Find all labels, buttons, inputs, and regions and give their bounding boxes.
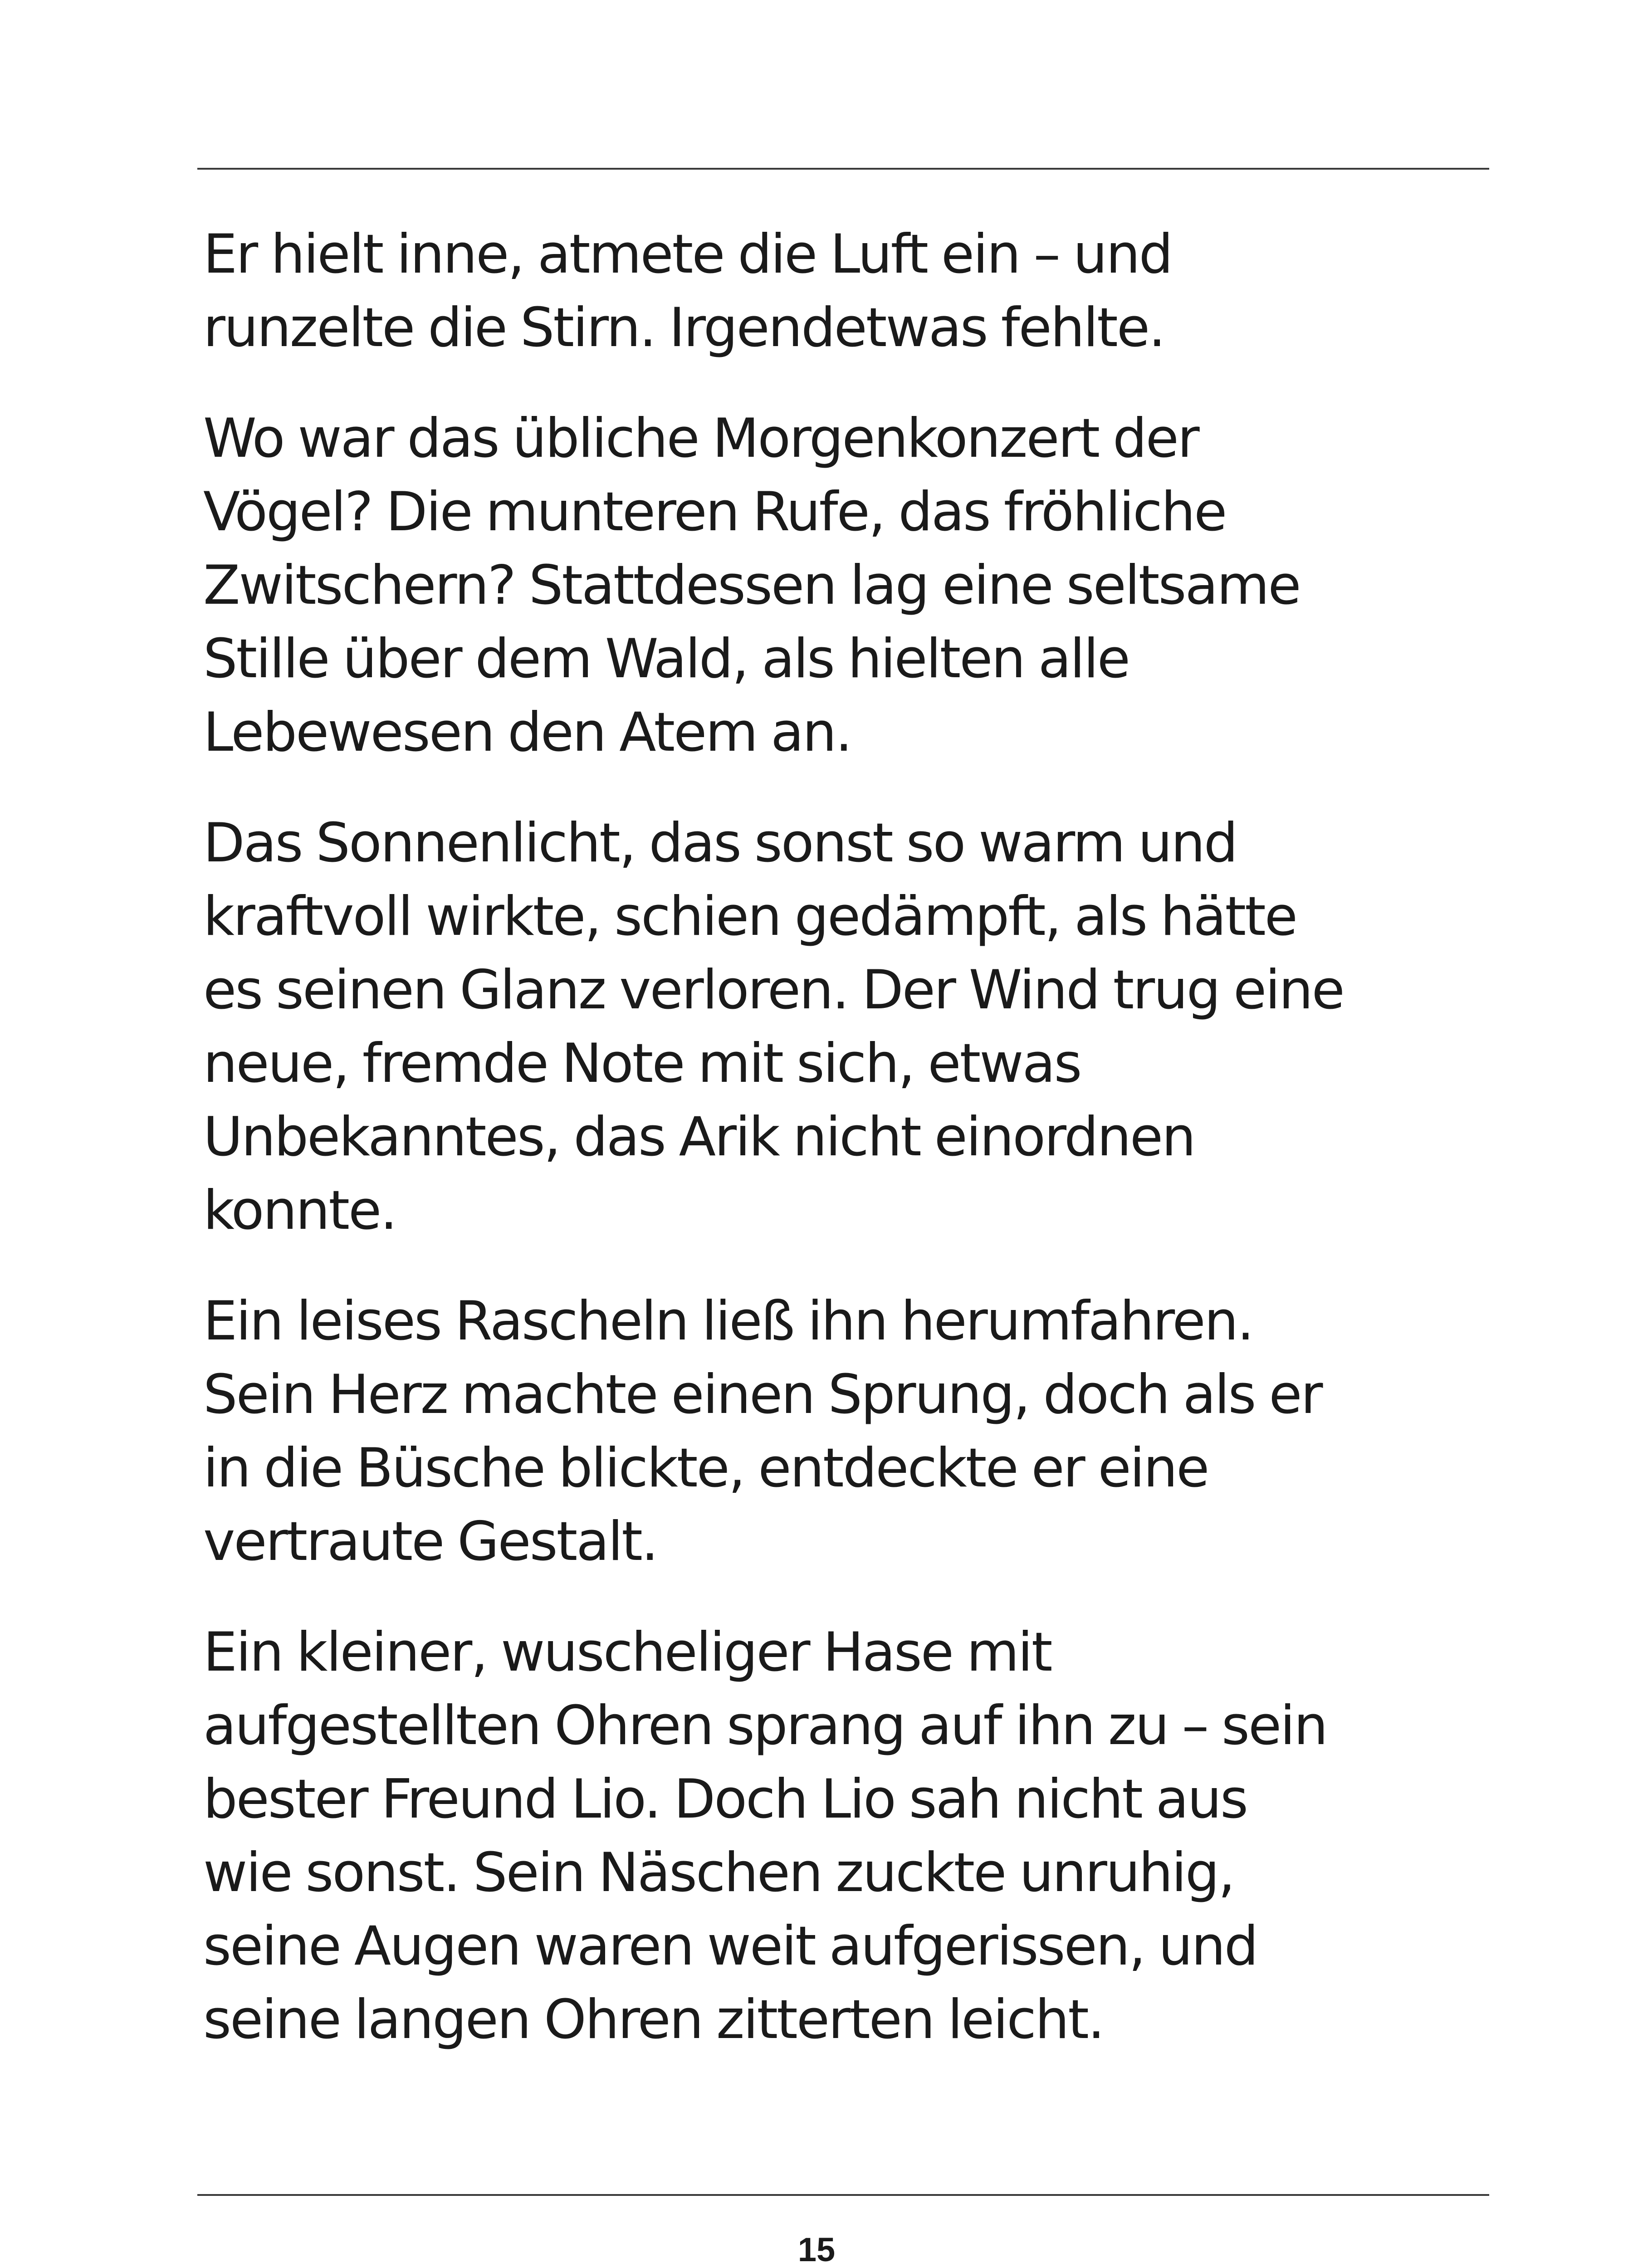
text-line: seine Augen waren weit aufgerissen, und bbox=[203, 1915, 1257, 1978]
text-line: seine langen Ohren zitterten leicht. bbox=[203, 1989, 1104, 2051]
text-line: Lebewesen den Atem an. bbox=[203, 701, 851, 764]
text-line: Sein Herz machte einen Sprung, doch als er bbox=[203, 1364, 1322, 1426]
text-line: in die Büsche blickte, entdeckte er eine bbox=[203, 1437, 1208, 1500]
text-line: Wo war das übliche Morgenkonzert der bbox=[203, 407, 1198, 470]
text-line: Vögel? Die munteren Rufe, das fröhliche bbox=[203, 481, 1226, 543]
text-line: neue, fremde Note mit sich, etwas bbox=[203, 1032, 1081, 1095]
paragraph-4 bbox=[203, 1285, 1501, 1579]
text-line: Ein kleiner, wuscheliger Hase mit bbox=[203, 1621, 1051, 1684]
paragraph-1 bbox=[203, 218, 1501, 365]
page-body bbox=[203, 218, 1501, 2094]
paragraph-3 bbox=[203, 807, 1501, 1247]
text-line: Das Sonnenlicht, das sonst so warm und bbox=[203, 812, 1237, 875]
header-rule bbox=[197, 168, 1489, 170]
text-line: vertraute Gestalt. bbox=[203, 1510, 657, 1573]
text-line: runzelte die Stirn. Irgendetwas fehlte. bbox=[203, 297, 1164, 359]
text-line: es seinen Glanz verloren. Der Wind trug eine bbox=[203, 959, 1344, 1022]
text-line: bester Freund Lio. Doch Lio sah nicht aus bbox=[203, 1768, 1247, 1831]
text-line: Ein leises Rascheln ließ ihn herumfahren. bbox=[203, 1290, 1253, 1353]
text-line: wie sonst. Sein Näschen zuckte unruhig, bbox=[203, 1842, 1234, 1904]
text-line: aufgestellten Ohren sprang auf ihn zu – sein bbox=[203, 1695, 1327, 1757]
text-line: konnte. bbox=[203, 1179, 396, 1242]
paragraph-2 bbox=[203, 402, 1501, 769]
page-number: 15 bbox=[797, 2231, 836, 2268]
text-line: Er hielt inne, atmete die Luft ein – und bbox=[203, 223, 1172, 286]
text-line: kraftvoll wirkte, schien gedämpft, als hätte bbox=[203, 885, 1296, 948]
text-line: Stille über dem Wald, als hielten alle bbox=[203, 628, 1129, 690]
text-line: Zwitschern? Stattdessen lag eine seltsame bbox=[203, 554, 1300, 617]
paragraph-5 bbox=[203, 1616, 1501, 2057]
text-line: Unbekanntes, das Arik nicht einordnen bbox=[203, 1106, 1195, 1168]
footer-rule bbox=[197, 2194, 1489, 2196]
